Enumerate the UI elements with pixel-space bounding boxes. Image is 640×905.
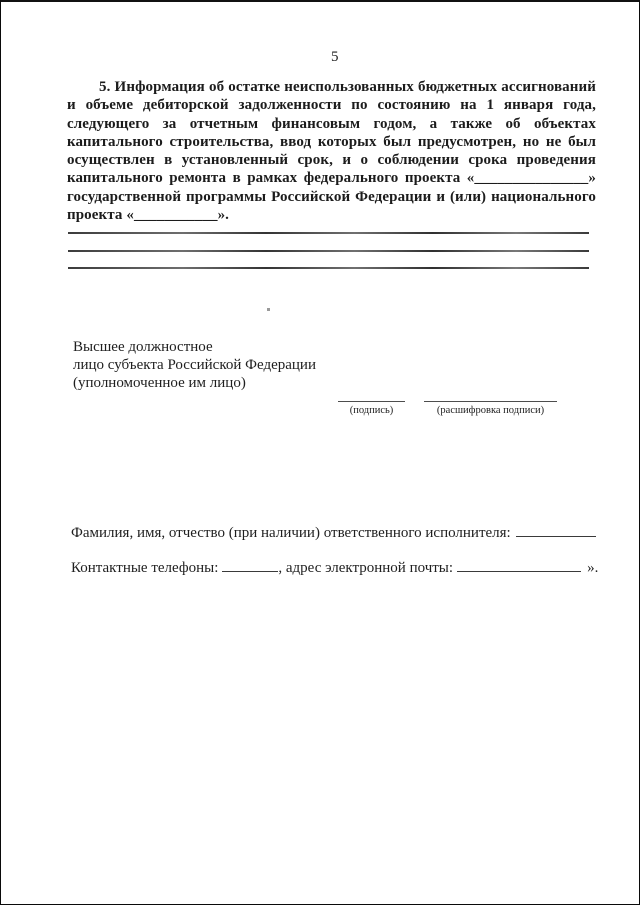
fill-in-rule-line-1 [68, 232, 589, 234]
executor-name-row [71, 523, 596, 542]
official-line: (уполномоченное им лицо) [73, 375, 246, 391]
paragraph-line: государственной программы Российской Федерации и (или) национального [67, 188, 596, 205]
paragraph-line: осуществлен в установленный срок, и о соблюдении срока проведения [67, 152, 596, 169]
fill-in-rule-line-2 [68, 250, 589, 252]
executor-name-label: Фамилия, имя, отчество (при наличии) ответственного исполнителя: [71, 525, 511, 541]
closing-quote-mark: ». [587, 560, 599, 576]
page-number: 5 [331, 49, 339, 65]
email-blank-line [457, 558, 581, 572]
executor-name-blank-line [516, 523, 596, 537]
signature-caption: (подпись) [349, 405, 394, 416]
contacts-row [71, 558, 598, 577]
clause-5-paragraph [67, 78, 596, 224]
scan-dot-artifact [267, 308, 270, 311]
official-line: Высшее должностное [73, 339, 213, 355]
signature-transcript-caption: (расшифровка подписи) [436, 405, 545, 416]
fill-in-rule-line-3 [68, 267, 589, 269]
contact-phones-blank-line [222, 558, 278, 572]
paragraph-line: и объеме дебиторской задолженности по состоянию на 1 января года, [67, 97, 596, 114]
paragraph-line-federal-project-blank: капитального ремонта в рамках федерального проекта «_______________» [67, 170, 596, 187]
paragraph-line-national-project-blank: проекта «___________». [67, 207, 230, 224]
paragraph-line: капитального строительства, ввод которых был предусмотрен, но не был [67, 133, 596, 150]
signature-blank-line [338, 401, 405, 402]
paragraph-line: следующего за отчетным финансовым годом, а также об объектах [67, 115, 596, 132]
paragraph-line: 5. Информация об остатке неиспользованных бюджетных ассигнований [99, 79, 596, 95]
email-label: , адрес электронной почты: [278, 560, 454, 576]
official-signatory-block [73, 338, 316, 392]
official-line: лицо субъекта Российской Федерации [73, 357, 316, 373]
contact-phones-label: Контактные телефоны: [71, 560, 219, 576]
signature-transcript-blank-line [424, 401, 557, 402]
